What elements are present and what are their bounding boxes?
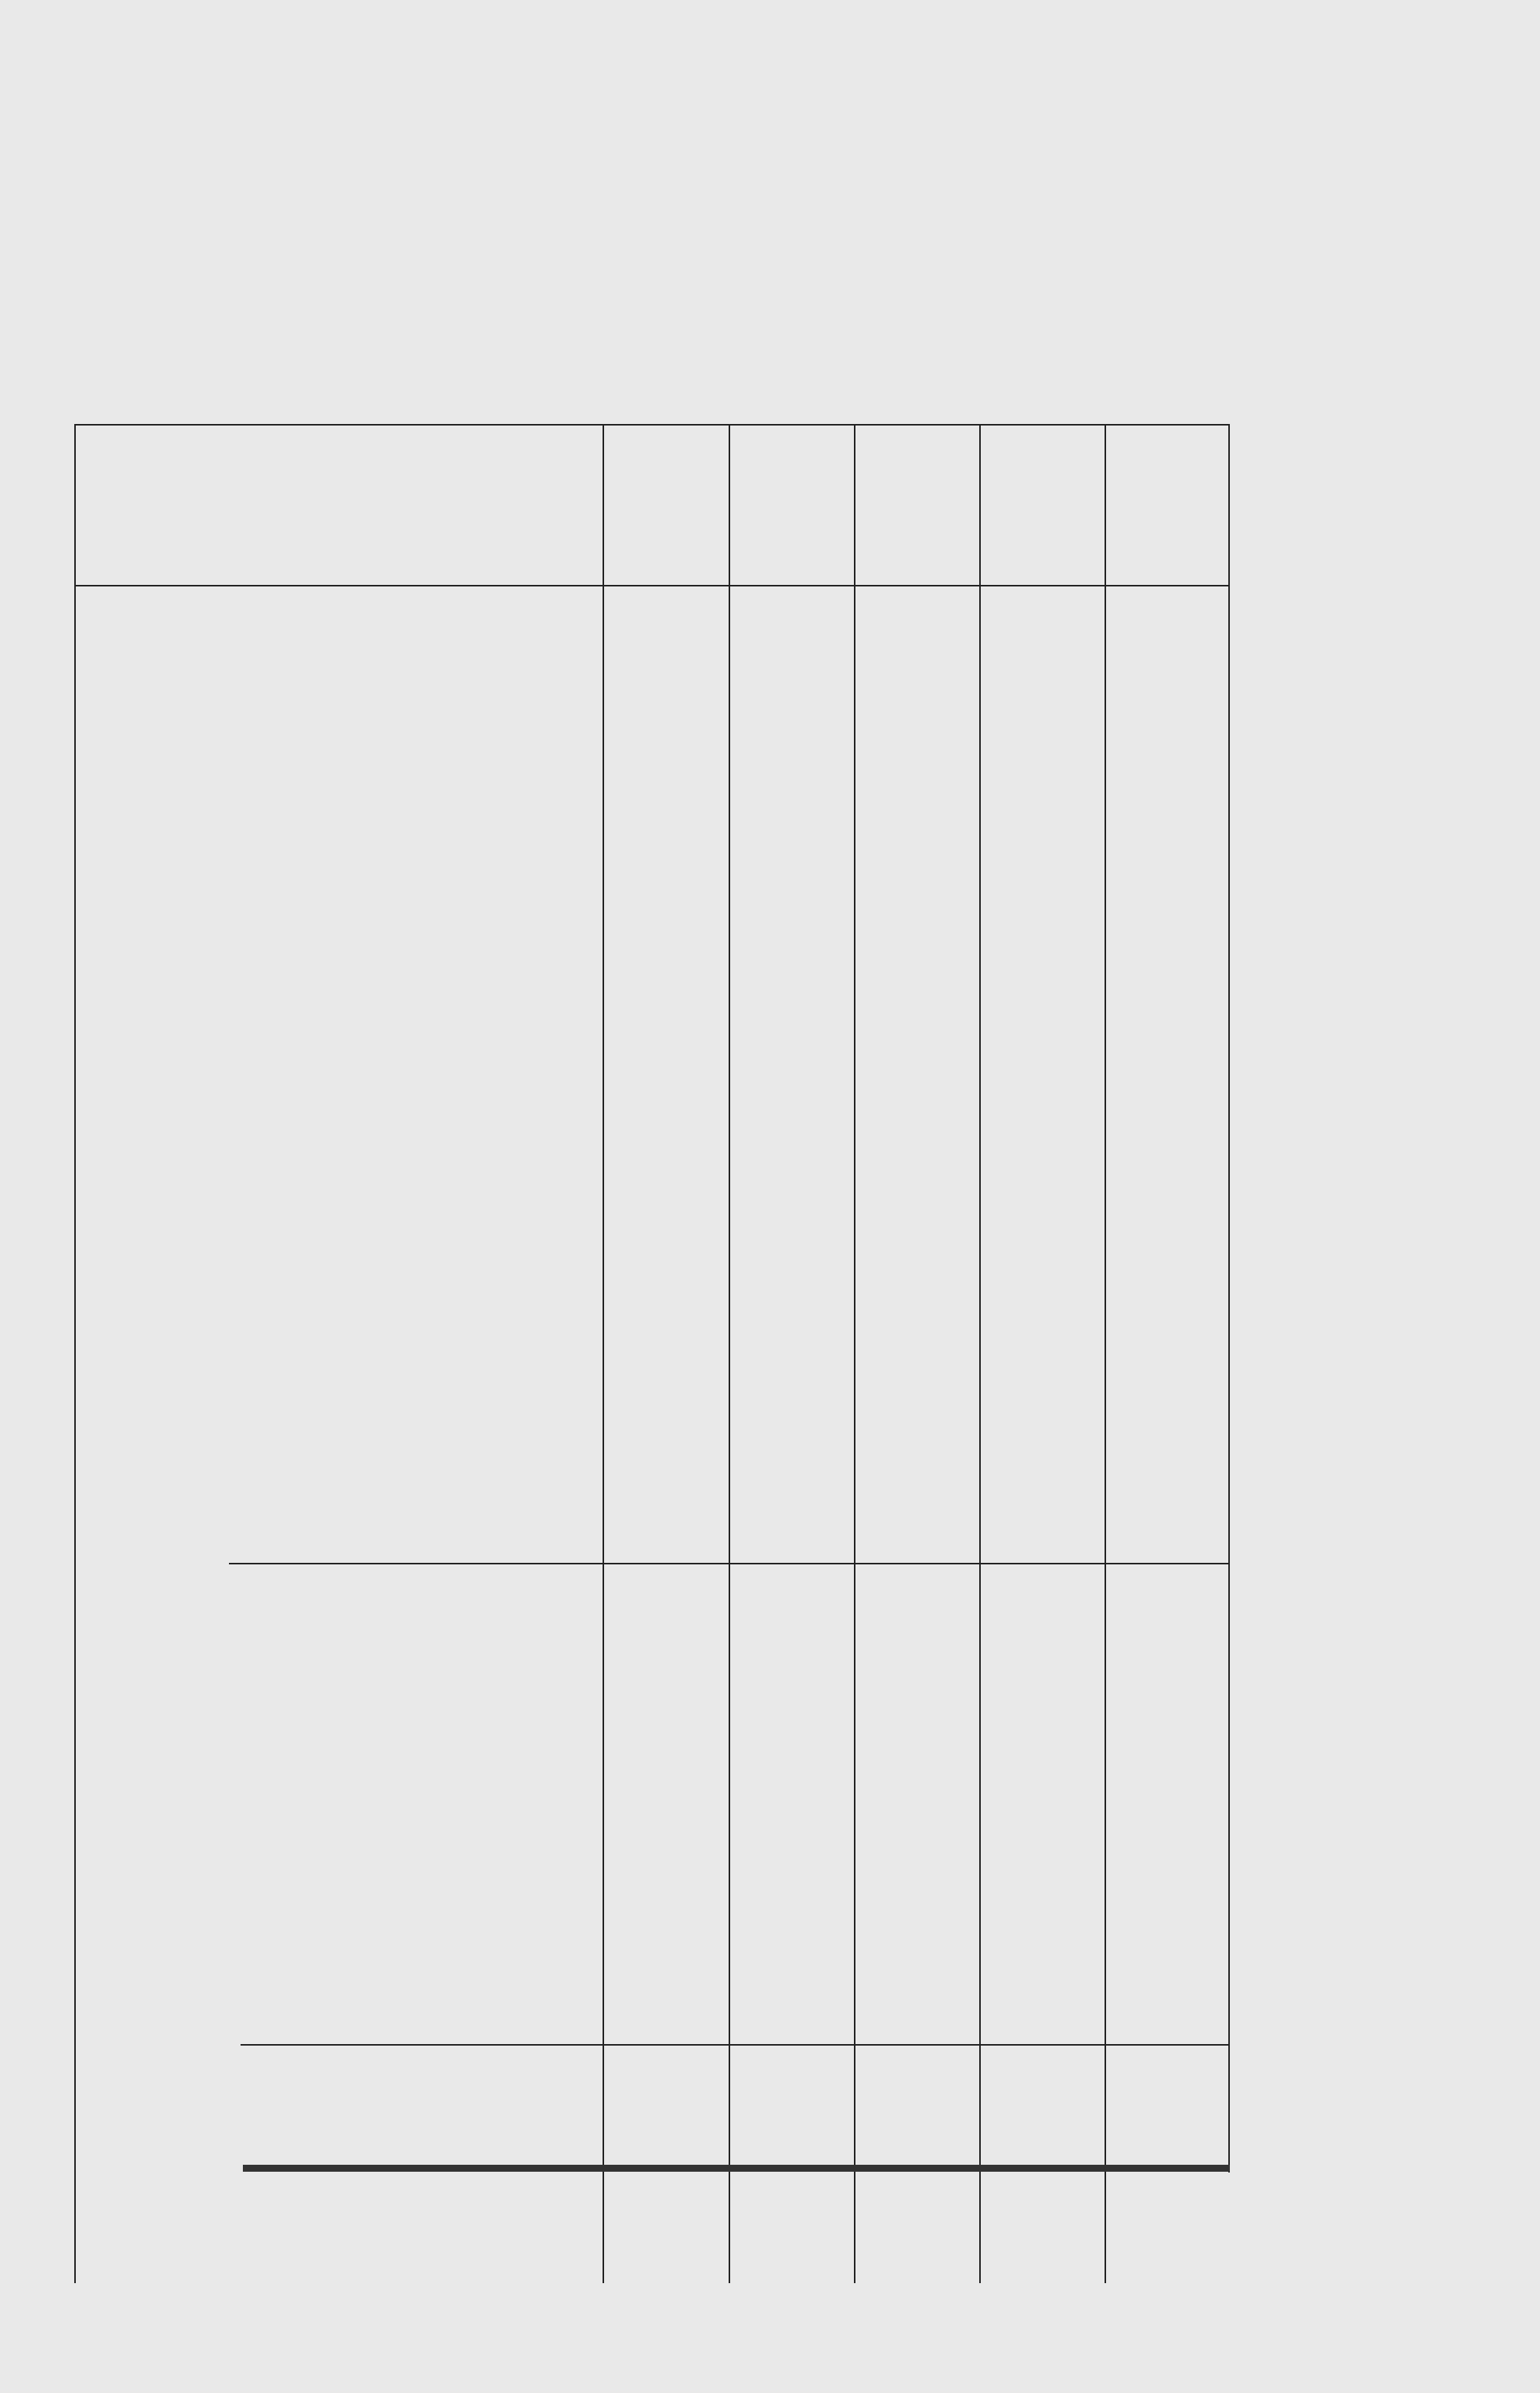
col-rule-4 (979, 424, 981, 2283)
table-left-rule (74, 424, 76, 2283)
col-rule-5 (1105, 424, 1106, 2283)
grand-total-rule (243, 2165, 1230, 2172)
subtotal-rule-2 (241, 2044, 1230, 2046)
col-rule-3 (854, 424, 855, 2283)
col-rule-1 (603, 424, 604, 2283)
header-bottom-rule (74, 585, 1230, 586)
statistics-table (74, 424, 1230, 2283)
header-first-column (74, 481, 600, 543)
table-right-rule (1228, 424, 1230, 2173)
table-top-rule (74, 424, 1230, 426)
col-rule-2 (729, 424, 730, 2283)
subtotal-rule-1 (229, 1563, 1230, 1564)
